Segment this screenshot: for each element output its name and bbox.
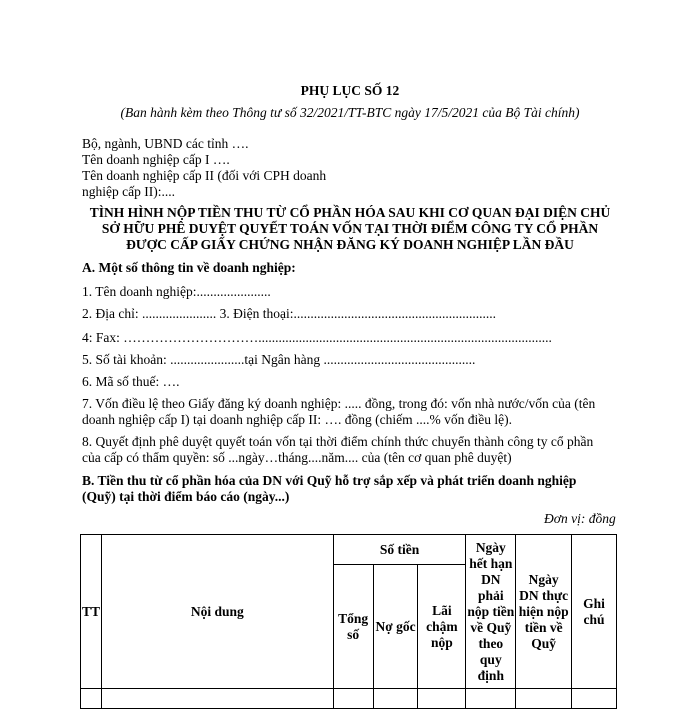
item-fax: 4: Fax: …………………………....................................................................................... — [82, 330, 552, 345]
table-cell — [102, 689, 334, 709]
document-title-line3: ĐƯỢC CẤP GIẤY CHỨNG NHẬN ĐĂNG KÝ DOANH NGHIỆP LẦN ĐẦU — [126, 237, 574, 252]
table-cell — [81, 689, 102, 709]
appendix-subtitle: (Ban hành kèm theo Thông tư số 32/2021/TT-BTC ngày 17/5/2021 của Bộ Tài chính) — [120, 105, 580, 120]
document-title-line1: TÌNH HÌNH NỘP TIỀN THU TỪ CỔ PHẦN HÓA SAU KHI CƠ QUAN ĐẠI DIỆN CHỦ — [89, 205, 611, 220]
col-header-principal: Nợ gốc — [373, 565, 418, 689]
item-tax-code: 6. Mã số thuế: …. — [82, 374, 180, 389]
col-header-payment-date: Ngày DN thực hiện nộp tiền về Quỹ — [516, 535, 572, 689]
item-address-phone: 2. Địa chỉ: ...................... 3. Điện thoại:............................................................ — [82, 306, 496, 321]
sender-enterprise-level1: Tên doanh nghiệp cấp I …. — [82, 152, 230, 167]
col-header-content: Nội dung — [102, 535, 334, 689]
section-a-heading: A. Một số thông tin về doanh nghiệp: — [82, 260, 296, 275]
table-cell — [418, 689, 466, 709]
col-header-tt: TT — [81, 535, 102, 689]
sender-enterprise-level2-cont: nghiệp cấp II):.... — [82, 184, 175, 199]
item-settlement-decision-cont: của cấp có thẩm quyền: số ...ngày…tháng....năm.... của (tên cơ quan phê duyệt) — [82, 450, 512, 465]
appendix-title: PHỤ LỤC SỐ 12 — [300, 83, 400, 98]
table-cell — [373, 689, 418, 709]
item-settlement-decision: 8. Quyết định phê duyệt quyết toán vốn tại thời điểm chính thức chuyển thành công ty cổ phần — [82, 434, 594, 449]
item-bank-account: 5. Số tài khoản: ......................tại Ngân hàng ............................................. — [82, 352, 476, 367]
payment-table — [80, 534, 617, 709]
col-header-amount: Số tiền — [333, 535, 466, 565]
col-header-late-interest: Lãi chậm nộp — [418, 565, 466, 689]
document-title-line2: SỞ HỮU PHÊ DUYỆT QUYẾT TOÁN VỐN TẠI THỜI ĐIỂM CÔNG TY CỔ PHẦN — [101, 221, 599, 236]
table-cell — [333, 689, 373, 709]
table-cell — [466, 689, 516, 709]
col-header-total: Tổng số — [333, 565, 373, 689]
section-b-heading: B. Tiền thu từ cổ phần hóa của DN với Quỹ hỗ trợ sắp xếp và phát triển doanh nghiệp — [82, 473, 577, 488]
item-enterprise-name: 1. Tên doanh nghiệp:...................... — [82, 284, 271, 299]
item-charter-capital-cont: doanh nghiệp cấp I) tại doanh nghiệp cấp II: …. đồng (chiếm ....% vốn điều lệ). — [82, 412, 512, 427]
table-cell — [572, 689, 617, 709]
item-charter-capital: 7. Vốn điều lệ theo Giấy đăng ký doanh nghiệp: ..... đồng, trong đó: vốn nhà nước/vốn của (tên — [82, 396, 596, 411]
col-header-notes: Ghi chú — [572, 535, 617, 689]
table-cell — [516, 689, 572, 709]
col-header-due-date: Ngày hết hạn DN phải nộp tiền về Quỹ theo quy định — [466, 535, 516, 689]
sender-enterprise-level2: Tên doanh nghiệp cấp II (đối với CPH doanh — [82, 168, 327, 183]
unit-label: Đơn vị: đồng — [544, 511, 616, 526]
sender-ministry: Bộ, ngành, UBND các tỉnh …. — [82, 136, 249, 151]
section-b-heading-cont: (Quỹ) tại thời điểm báo cáo (ngày...) — [82, 489, 290, 504]
